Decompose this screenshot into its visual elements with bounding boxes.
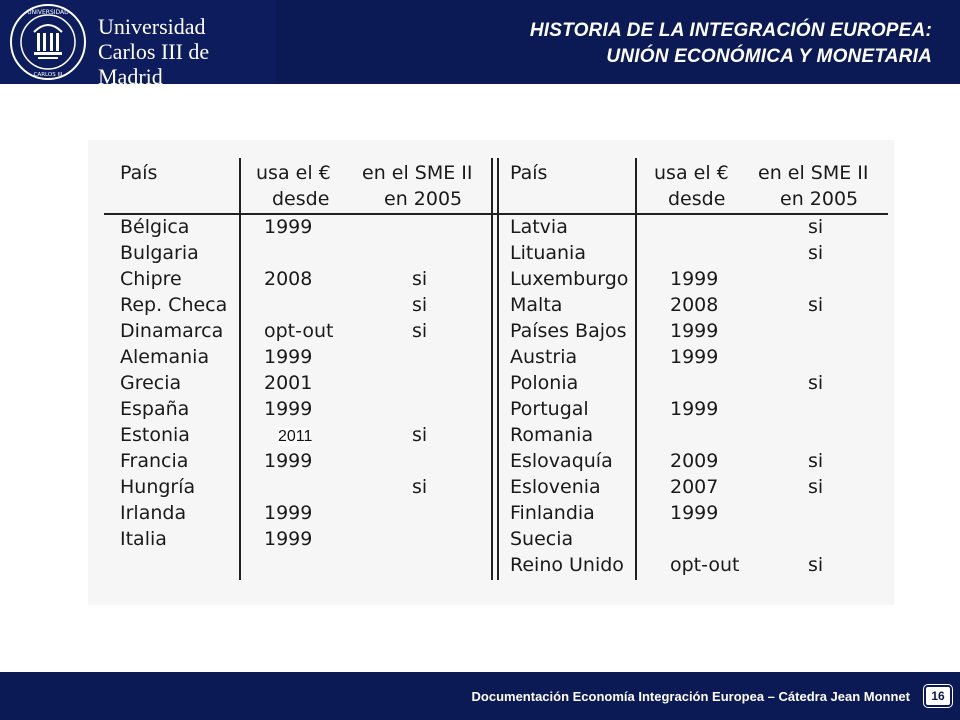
right-column-divider xyxy=(635,158,637,580)
left-row-euro: 1999 xyxy=(264,502,313,524)
right-header-sme-line1: en el SME II xyxy=(758,162,869,184)
right-row-country: Luxemburgo xyxy=(510,268,629,290)
right-header-sme-line2: en 2005 xyxy=(780,188,859,210)
left-header-euro-line1: usa el € xyxy=(256,162,331,184)
left-row-sme: si xyxy=(412,320,428,342)
right-row-euro: 2008 xyxy=(670,294,719,316)
membership-table xyxy=(88,140,894,605)
right-row-euro: 1999 xyxy=(670,346,719,368)
right-row-country: Portugal xyxy=(510,398,589,420)
right-header-country: País xyxy=(510,162,548,184)
left-row-sme: si xyxy=(412,424,428,446)
left-header-sme-line2: en 2005 xyxy=(384,188,463,210)
university-name-line1: Universidad xyxy=(98,14,206,39)
page-number: 16 xyxy=(924,685,952,707)
left-row-country: Estonia xyxy=(120,424,190,446)
right-row-sme: si xyxy=(808,242,824,264)
right-row-country: Lituania xyxy=(510,242,586,264)
left-row-country: Rep. Checa xyxy=(120,294,228,316)
right-row-country: Finlandia xyxy=(510,502,595,524)
right-row-sme: si xyxy=(808,554,824,576)
left-row-country: Dinamarca xyxy=(120,320,224,342)
right-row-sme: si xyxy=(808,216,824,238)
right-row-country: Eslovenia xyxy=(510,476,601,498)
left-row-euro: 2001 xyxy=(264,372,313,394)
svg-text:UNIVERSIDAD: UNIVERSIDAD xyxy=(27,9,69,16)
left-row-country: Hungría xyxy=(120,476,196,498)
right-header-euro-line2: desde xyxy=(668,188,726,210)
footer-bar xyxy=(0,672,960,720)
right-row-sme: si xyxy=(808,476,824,498)
right-row-country: Malta xyxy=(510,294,563,316)
university-logo xyxy=(0,0,276,89)
header-rule xyxy=(104,213,888,215)
right-row-euro: 2007 xyxy=(670,476,719,498)
right-row-euro: 1999 xyxy=(670,502,719,524)
slide-title xyxy=(530,18,932,70)
right-row-country: Reino Unido xyxy=(510,554,624,576)
left-row-country: España xyxy=(120,398,190,420)
left-row-country: Alemania xyxy=(120,346,210,368)
left-row-sme: si xyxy=(412,268,428,290)
center-double-divider-a xyxy=(491,158,493,580)
left-header-euro-line2: desde xyxy=(272,188,330,210)
left-row-country: Bulgaria xyxy=(120,242,199,264)
left-header-sme-line1: en el SME II xyxy=(362,162,473,184)
left-row-euro: 1999 xyxy=(264,346,313,368)
left-row-euro: 1999 xyxy=(264,398,313,420)
university-name-line2: Carlos III de Madrid xyxy=(98,39,210,89)
university-seal-icon xyxy=(8,2,88,82)
header-bar xyxy=(0,0,960,89)
center-double-divider-b xyxy=(497,158,499,580)
left-row-country: Irlanda xyxy=(120,502,187,524)
right-row-country: Eslovaquía xyxy=(510,450,613,472)
left-row-country: Francia xyxy=(120,450,189,472)
right-row-euro: 1999 xyxy=(670,268,719,290)
left-row-euro: 2008 xyxy=(264,268,313,290)
right-row-country: Romania xyxy=(510,424,594,446)
right-row-sme: si xyxy=(808,294,824,316)
right-row-country: Países Bajos xyxy=(510,320,627,342)
university-name xyxy=(98,14,276,89)
estonia-euro-annotation: 2011 xyxy=(278,428,313,445)
right-row-sme: si xyxy=(808,372,824,394)
right-row-sme: si xyxy=(808,450,824,472)
left-row-country: Bélgica xyxy=(120,216,190,238)
right-header-euro-line1: usa el € xyxy=(654,162,729,184)
left-row-euro: 1999 xyxy=(264,528,313,550)
right-row-euro: 1999 xyxy=(670,320,719,342)
slide-title-line2: UNIÓN ECONÓMICA Y MONETARIA xyxy=(606,46,932,67)
left-column-divider xyxy=(239,158,241,580)
left-row-euro: opt-out xyxy=(264,320,334,342)
right-row-euro: opt-out xyxy=(670,554,740,576)
right-row-country: Austria xyxy=(510,346,578,368)
left-row-euro: 1999 xyxy=(264,450,313,472)
left-row-sme: si xyxy=(412,476,428,498)
right-row-euro: 1999 xyxy=(670,398,719,420)
right-row-euro: 2009 xyxy=(670,450,719,472)
left-row-sme: si xyxy=(412,294,428,316)
left-row-country: Italia xyxy=(120,528,167,550)
right-row-country: Suecia xyxy=(510,528,574,550)
right-row-country: Latvia xyxy=(510,216,568,238)
right-row-country: Polonia xyxy=(510,372,579,394)
left-row-country: Grecia xyxy=(120,372,182,394)
slide-title-line1: HISTORIA DE LA INTEGRACIÓN EUROPEA: xyxy=(529,20,932,41)
footer-text: Documentación Economía Integración Europea – Cátedra Jean Monnet xyxy=(471,689,910,704)
left-row-country: Chipre xyxy=(120,268,182,290)
left-row-euro: 1999 xyxy=(264,216,313,238)
left-header-country: País xyxy=(120,162,158,184)
svg-text:CARLOS III: CARLOS III xyxy=(33,72,63,78)
